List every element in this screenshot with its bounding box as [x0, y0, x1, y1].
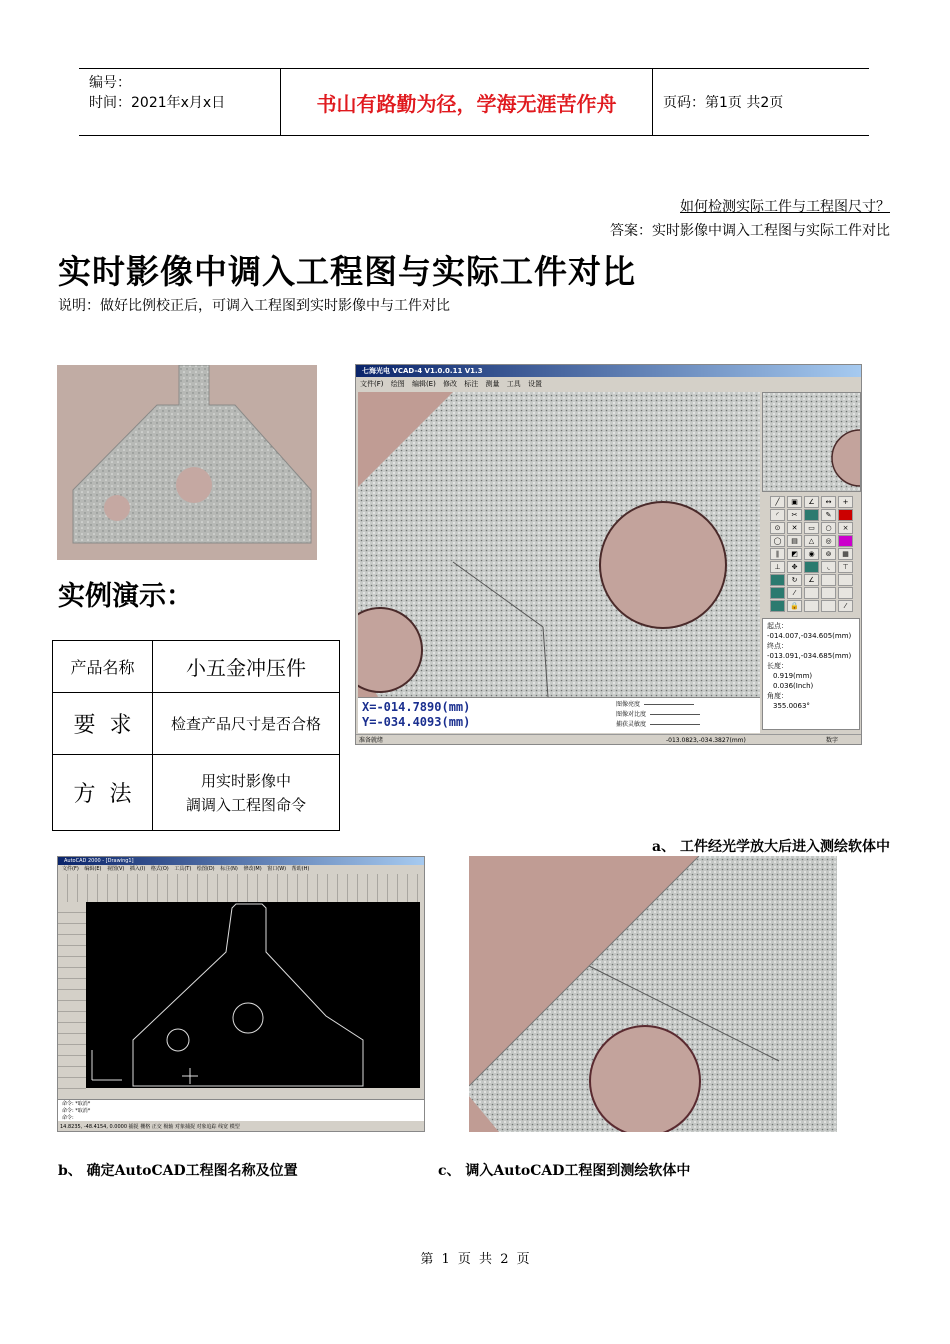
fillet-tool-icon[interactable]: ◟ [821, 561, 836, 573]
blank6-tool-icon[interactable] [804, 600, 819, 612]
table-value: 小五金冲压件 [153, 641, 340, 693]
pin-tool-icon[interactable]: ⊤ [838, 561, 853, 573]
line-tool-icon[interactable]: ╱ [770, 496, 785, 508]
rotate-tool-icon[interactable]: ↻ [787, 574, 802, 586]
slash-tool-icon[interactable]: ⁄ [838, 600, 853, 612]
coordinate-readout [362, 700, 470, 730]
table-value-line: 用实时影像中 [200, 771, 291, 790]
blank4-tool-icon[interactable] [821, 587, 836, 599]
workpiece-photo [57, 365, 317, 560]
scissors-tool-icon[interactable]: ✂ [787, 509, 802, 521]
status-mode: 数字 [826, 737, 839, 744]
header-page-label: 页码：第1页 共2页 [663, 95, 784, 111]
table-key: 要 求 [53, 693, 153, 755]
line2-tool-icon[interactable]: ⁄ [787, 587, 802, 599]
point-tool-icon[interactable]: ◉ [804, 548, 819, 560]
teal5-tool-icon[interactable] [770, 600, 785, 612]
blank2-tool-icon[interactable] [838, 574, 853, 586]
table-row [53, 641, 340, 693]
vcad-window [355, 364, 862, 745]
info-line: 起点： [767, 622, 788, 630]
vcad-status-bar [356, 734, 861, 745]
info-line: 0.919(mm) [773, 672, 813, 680]
ellipse-tool-icon[interactable]: ◎ [821, 535, 836, 547]
time-label: 时间：2021年x月x日 [89, 95, 226, 111]
teal-tool-icon[interactable] [804, 509, 819, 521]
info-line: -014.007,-034.605(mm) [767, 632, 852, 640]
number-label: 编号： [89, 75, 131, 91]
copy-tool-icon[interactable]: ▣ [787, 496, 802, 508]
rect-tool-icon[interactable]: ▭ [804, 522, 819, 534]
scale-tool-icon[interactable]: × [838, 522, 853, 534]
teal4-tool-icon[interactable] [770, 587, 785, 599]
autocad-menu-bar[interactable]: 文件(F) 编辑(E) 视图(V) 插入(I) 格式(O) 工具(T) 绘图(D) 标注(N) 修改(M) 窗口(W) 帮助(H) [62, 866, 310, 872]
arc-tool-icon[interactable]: ◜ [770, 509, 785, 521]
description: 说明：做好比例校正后，可调入工程图到实时影像中与工件对比 [58, 298, 450, 314]
circle2-tool-icon[interactable]: ◯ [770, 535, 785, 547]
angle-tool-icon[interactable]: ∠ [804, 496, 819, 508]
magenta-tool-icon[interactable] [838, 535, 853, 547]
table-row [53, 755, 340, 831]
autocad-toolbars[interactable] [58, 874, 424, 902]
page-footer: 第 1 页 共 2 页 [420, 1252, 530, 1267]
image-sliders[interactable] [616, 700, 700, 730]
fill-tool-icon[interactable]: ◩ [787, 548, 802, 560]
command-history-line: 命令: *取消* [62, 1108, 91, 1114]
lock-tool-icon[interactable]: 🔒 [787, 600, 802, 612]
vcad-title-bar: 七海光电 VCAD-4 V1.0.0.11 V1.3 [356, 365, 861, 377]
delete-tool-icon[interactable]: ✕ [787, 522, 802, 534]
vcad-thumbnail [762, 392, 861, 492]
blank3-tool-icon[interactable] [804, 587, 819, 599]
triangle-tool-icon[interactable]: △ [804, 535, 819, 547]
table-value [153, 755, 340, 831]
vcad-side-panel [762, 392, 862, 733]
demo-heading: 实例演示： [58, 581, 193, 612]
circle-tool-icon[interactable]: ○ [821, 522, 836, 534]
info-line: 0.036(Inch) [773, 682, 814, 690]
table-row [53, 693, 340, 755]
info-line: 长度： [767, 662, 788, 670]
info-line: -013.091,-034.685(mm) [767, 652, 852, 660]
info-line: 355.0063° [773, 702, 810, 710]
table-value-line: 調调入工程图命令 [185, 795, 306, 814]
measurement-info [762, 618, 860, 730]
product-table [52, 640, 340, 831]
header-meta [79, 69, 281, 135]
y-coordinate: Y=-034.4093(mm) [362, 715, 471, 729]
blank7-tool-icon[interactable] [821, 600, 836, 612]
grid-tool-icon[interactable]: ▦ [838, 548, 853, 560]
blank5-tool-icon[interactable] [838, 587, 853, 599]
autocad-drawing-canvas[interactable] [86, 902, 420, 1088]
teal3-tool-icon[interactable] [770, 574, 785, 586]
vcad-coordinate-panel [358, 697, 760, 733]
caption-a: a、 工件经光学放大后进入测绘软体中 [652, 839, 890, 855]
overlay-photo [469, 856, 837, 1132]
info-line: 终点： [767, 642, 788, 650]
perpendicular-tool-icon[interactable]: ⊥ [770, 561, 785, 573]
page-title: 实时影像中调入工程图与实际工件对比 [58, 252, 636, 291]
command-history-line: 命令: *取消* [62, 1101, 91, 1107]
status-ready: 准备就绪 [359, 737, 384, 744]
caption-c: c、 调入AutoCAD工程图到测绘软体中 [438, 1163, 691, 1179]
parallel-tool-icon[interactable]: ∥ [770, 548, 785, 560]
autocad-title-bar: AutoCAD 2000 - [Drawing1] [58, 857, 424, 865]
slider-brightness[interactable]: 图像亮度 [616, 700, 700, 710]
blank-tool-icon[interactable] [821, 574, 836, 586]
autocad-window [57, 856, 425, 1132]
header-motto: 书山有路勤为径，学海无涯苦作舟 [281, 69, 653, 135]
teal2-tool-icon[interactable] [804, 561, 819, 573]
vcad-live-view[interactable] [358, 392, 760, 697]
measure-tool-icon[interactable]: ∠ [804, 574, 819, 586]
dimension-tool-icon[interactable]: ↔ [821, 496, 836, 508]
command-prompt[interactable]: 命令: [62, 1115, 74, 1121]
vcad-toolbox[interactable] [770, 496, 860, 614]
table-key: 产品名称 [53, 641, 153, 693]
autocad-draw-toolbar[interactable] [58, 902, 86, 1098]
cross-tool-icon[interactable]: + [838, 496, 853, 508]
answer: 答案：实时影像中调入工程图与实际工件对比 [610, 223, 890, 239]
autocad-command-line[interactable] [58, 1099, 424, 1121]
target-tool-icon[interactable]: ⊚ [821, 548, 836, 560]
table-key: 方 法 [53, 755, 153, 831]
slider-contrast[interactable]: 图像对比度 [616, 710, 700, 720]
status-coords: -013.0823,-034.3827(mm) [666, 737, 746, 744]
x-coordinate: X=-014.7890(mm) [362, 700, 471, 714]
question: 如何检测实际工件与工程图尺寸？ [680, 199, 890, 215]
move-tool-icon[interactable]: ✥ [787, 561, 802, 573]
slider-sensitivity[interactable]: 捕获灵敏度 [616, 720, 700, 730]
save-tool-icon[interactable]: ▤ [787, 535, 802, 547]
vcad-menu-bar[interactable]: 文件(F) 绘图 编辑(E) 修改 标注 测量 工具 设置 [360, 380, 542, 388]
red-tool-icon[interactable] [838, 509, 853, 521]
autocad-status-bar: 14.8235, -48.4154, 0.0000 捕捉 栅格 正交 极轴 对象捕捉 对象追踪 线宽 模型 [60, 1124, 240, 1130]
info-line: 角度： [767, 692, 788, 700]
pencil-tool-icon[interactable]: ✎ [821, 509, 836, 521]
caption-b: b、 确定AutoCAD工程图名称及位置 [58, 1163, 298, 1179]
page-header [79, 68, 869, 136]
circle-center-tool-icon[interactable]: ⊙ [770, 522, 785, 534]
table-value: 检查产品尺寸是否合格 [153, 693, 340, 755]
